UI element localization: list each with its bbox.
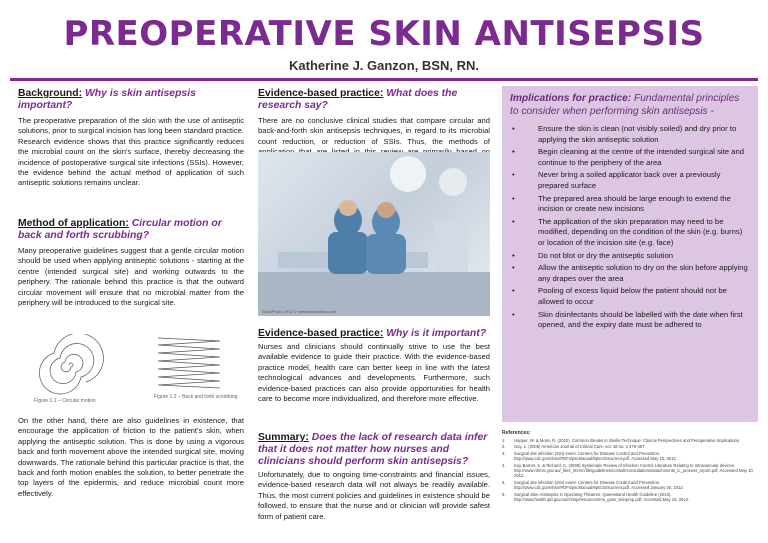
method-label: Method of application: <box>18 218 129 229</box>
bullet-icon: • <box>512 250 515 260</box>
reference-item <box>502 438 758 443</box>
implication-item <box>510 217 750 249</box>
implication-text: Pooling of excess liquid below the patient should not be allowed to occur <box>538 286 727 306</box>
references-section <box>502 430 758 503</box>
implications-subtitle: Fundamental principles to consider when performing skin antisepsis - <box>510 93 740 117</box>
implications-panel <box>502 86 758 422</box>
implication-item <box>510 147 750 168</box>
reference-item <box>502 463 758 479</box>
bullet-icon: • <box>512 309 515 319</box>
implication-text: Allow the antiseptic solution to dry on the skin before applying any drapes over the area <box>538 263 748 283</box>
reference-item <box>502 451 758 462</box>
summary-text: Unfortunately, due to ongoing time-constraints and financial issues, evidence-based research data will not always be readily available. Thus, the most current policies and guidelines in existence should be followed, to ensure that the nurse and or clinician will provide safest form of patient care. <box>258 470 490 521</box>
background-label: Background: <box>18 88 83 99</box>
zigzag-diagram <box>154 334 224 392</box>
bullet-icon: • <box>512 286 515 296</box>
implication-item <box>510 170 750 191</box>
reference-text: Gay, L. (2009) American Journal of Critical Care. vol. 18 no. 3 479-487 <box>514 444 645 450</box>
photo-credit: StockPhoto 2012 © www.istockphoto.com <box>262 309 337 314</box>
surgeons-illustration <box>258 152 490 316</box>
evidence-text: There are no conclusive clinical studies that compare circular and back-and-forth skin antisepsis techniques, in regard to its microbial count reduction, or reduction of SSIs. Thus, the methods of <box>258 116 490 146</box>
method-text-1: Many preoperative guidelines suggest that a gentle circular motion should be used when applying antiseptic solutions - starting at the centre (intended surgical site) and working outwards to the periphery. The rationale behind this practice is that the outward circular movement will ensure that no microbial matter from the periphery will be introduced to the surgical site. <box>18 246 244 308</box>
bullet-icon: • <box>512 263 515 273</box>
evidence-question: What does the research say? <box>258 88 458 111</box>
poster-title: PREOPERATIVE SKIN ANTISEPSIS <box>63 14 705 54</box>
implications-label: Implications for practice: <box>510 93 632 104</box>
bullet-icon: • <box>512 147 515 157</box>
reference-text: Surgical site infection (SSI) event. Centers for Disease Control and Prevention. http://www.cdc.gov/nhsn/PDFs/pscManual/9pscSSIcurrent.pdf. Accessed May 10, 2012. <box>514 450 677 462</box>
implication-item <box>510 263 750 284</box>
background-section <box>18 88 244 189</box>
method-continued <box>18 416 244 499</box>
implication-item <box>510 124 750 145</box>
summary-question: Does the lack of research data infer that it does not matter how nurses and clinicians should perform skin antisepsis? <box>258 432 488 467</box>
implication-item <box>510 251 750 262</box>
reference-text: Surgical Skin Antisepsis in Operating Theatres, Queensland Health Guideline (2013). http://www.health.qld.gov.au/chrisp/resources/res_guss_skinprep.pdf. Accessed May 10, 2012. <box>514 491 690 503</box>
method-figures <box>18 334 244 410</box>
reference-number: 1. <box>502 438 506 443</box>
importance-question: Why is it important? <box>386 328 487 339</box>
method-text-2: On the other hand, there are also guidelines in existence, that encourage the application of friction to the patient's skin, when applying the antiseptic solution. This is done by using a vigorous back and forth movement above the intended surgical site, moving downwards. The rationale behind this particular practice is that, the back and forth motion enables the solution, to better penetrate the top layers of the epidermis, and reduce microbial count more effectively. <box>18 416 244 498</box>
spiral-diagram <box>34 334 104 396</box>
reference-item <box>502 444 758 449</box>
summary-section <box>258 432 490 522</box>
implication-text: The prepared area should be large enough to extend the incision or create new incisions <box>538 193 731 214</box>
references-list <box>502 438 758 502</box>
reference-number: 2. <box>502 444 506 450</box>
bullet-icon: • <box>512 124 515 133</box>
implication-item <box>510 194 750 215</box>
implication-text: Never bring a soiled applicator back over a previously prepared surface <box>538 170 721 190</box>
background-question: Why is skin antisepsis important? <box>18 88 196 111</box>
evidence-label: Evidence-based practice: <box>258 88 384 99</box>
reference-text: Surgical site infection (SSI) event. Centers for Disease Control and Prevention. http://www.cdc.gov/nhsn/PDFs/pscManual/9pscSSIcurrent.pdf. Accessed January 20, 2012. <box>514 479 684 491</box>
figure-1-caption: Figure 1.1 – Circular motion <box>34 398 96 404</box>
bullet-icon: • <box>512 193 515 203</box>
reference-item <box>502 480 758 491</box>
summary-heading <box>258 432 490 468</box>
title-divider <box>10 78 758 81</box>
implication-item <box>510 310 750 331</box>
summary-label: Summary: <box>258 432 309 443</box>
reference-text: Kay-Barnet, S. & Richard, C. (2009) Systematic Review of Infection Control Literature Relating to Intravascular devices. http://www.nhmrc.gov.au/_files_nhmrc/file/guidelines/consult/consultations/attachments_ic_process_report.pdf. Accessed May 10, 2012. <box>514 462 754 479</box>
implications-list <box>510 124 750 331</box>
operating-room-photo <box>258 152 490 316</box>
method-question: Circular motion or back and forth scrubbing? <box>18 218 222 241</box>
importance-heading <box>258 328 490 340</box>
reference-number: 4. <box>502 462 506 468</box>
implication-item <box>510 286 750 307</box>
reference-text: Hopper, W. & Moss, R. (2010). Common Breaks in Sterile Technique: Clinical Perspectives and Perioperative Implications. <box>514 438 741 443</box>
figure-back-forth <box>154 334 254 410</box>
implications-heading <box>510 92 750 118</box>
bullet-icon: • <box>512 170 515 180</box>
background-text: The preoperative preparation of the skin with the use of antiseptic solutions, prior to surgical incision has long been standard practice. Research evidence shows that this practice significantly reduces the microbial count on the skin's surface, thereby decreasing the incidence of postoperative surgical site infections (SSIs). However, the evidence behind the actual method of application of such antiseptic solutions remains unclear. <box>18 116 244 188</box>
author-name: Katherine J. Ganzon, BSN, RN. <box>289 58 479 73</box>
method-section <box>18 218 244 308</box>
importance-section <box>258 328 490 404</box>
reference-item <box>502 492 758 503</box>
importance-text: Nurses and clinicians should continually strive to use the best available evidence to guide their practice. With the evidence-based practice model, health care can better keep in line with the latest technological advances and developments. Furthermore, such evidence-based practices can also provide opportunities for health care to become more individualized, and therefore more effective. <box>258 342 490 404</box>
importance-label: Evidence-based practice: <box>258 328 384 339</box>
bullet-icon: • <box>512 216 515 226</box>
implication-text: The application of the skin preparation may need to be modified, depending on the condition of the skin (e.g. burns) or location of the incision site (e.g. face) <box>538 216 743 247</box>
evidence-heading <box>258 88 490 112</box>
references-label: References: <box>502 430 531 436</box>
reference-number: 5. <box>502 479 506 485</box>
figure-circular-motion <box>34 334 134 410</box>
implication-text: Ensure the skin is clean (not visibly soiled) and dry prior to applying the skin antiseptic solution <box>538 124 737 144</box>
implication-text: Begin cleaning at the centre of the intended surgical site and continue to the periphery of the area <box>538 147 744 167</box>
implication-text: Do not blot or dry the antiseptic solution <box>538 250 674 260</box>
figure-2-caption: Figure 1.2 – Back and forth scrubbing <box>154 394 238 400</box>
implication-text: Skin disinfectants should be labelled with the date when first opened, and the expiry date must be adhered to <box>538 309 743 330</box>
reference-number: 6. <box>502 491 506 497</box>
method-heading <box>18 218 244 242</box>
background-heading <box>18 88 244 112</box>
reference-number: 3. <box>502 450 506 456</box>
